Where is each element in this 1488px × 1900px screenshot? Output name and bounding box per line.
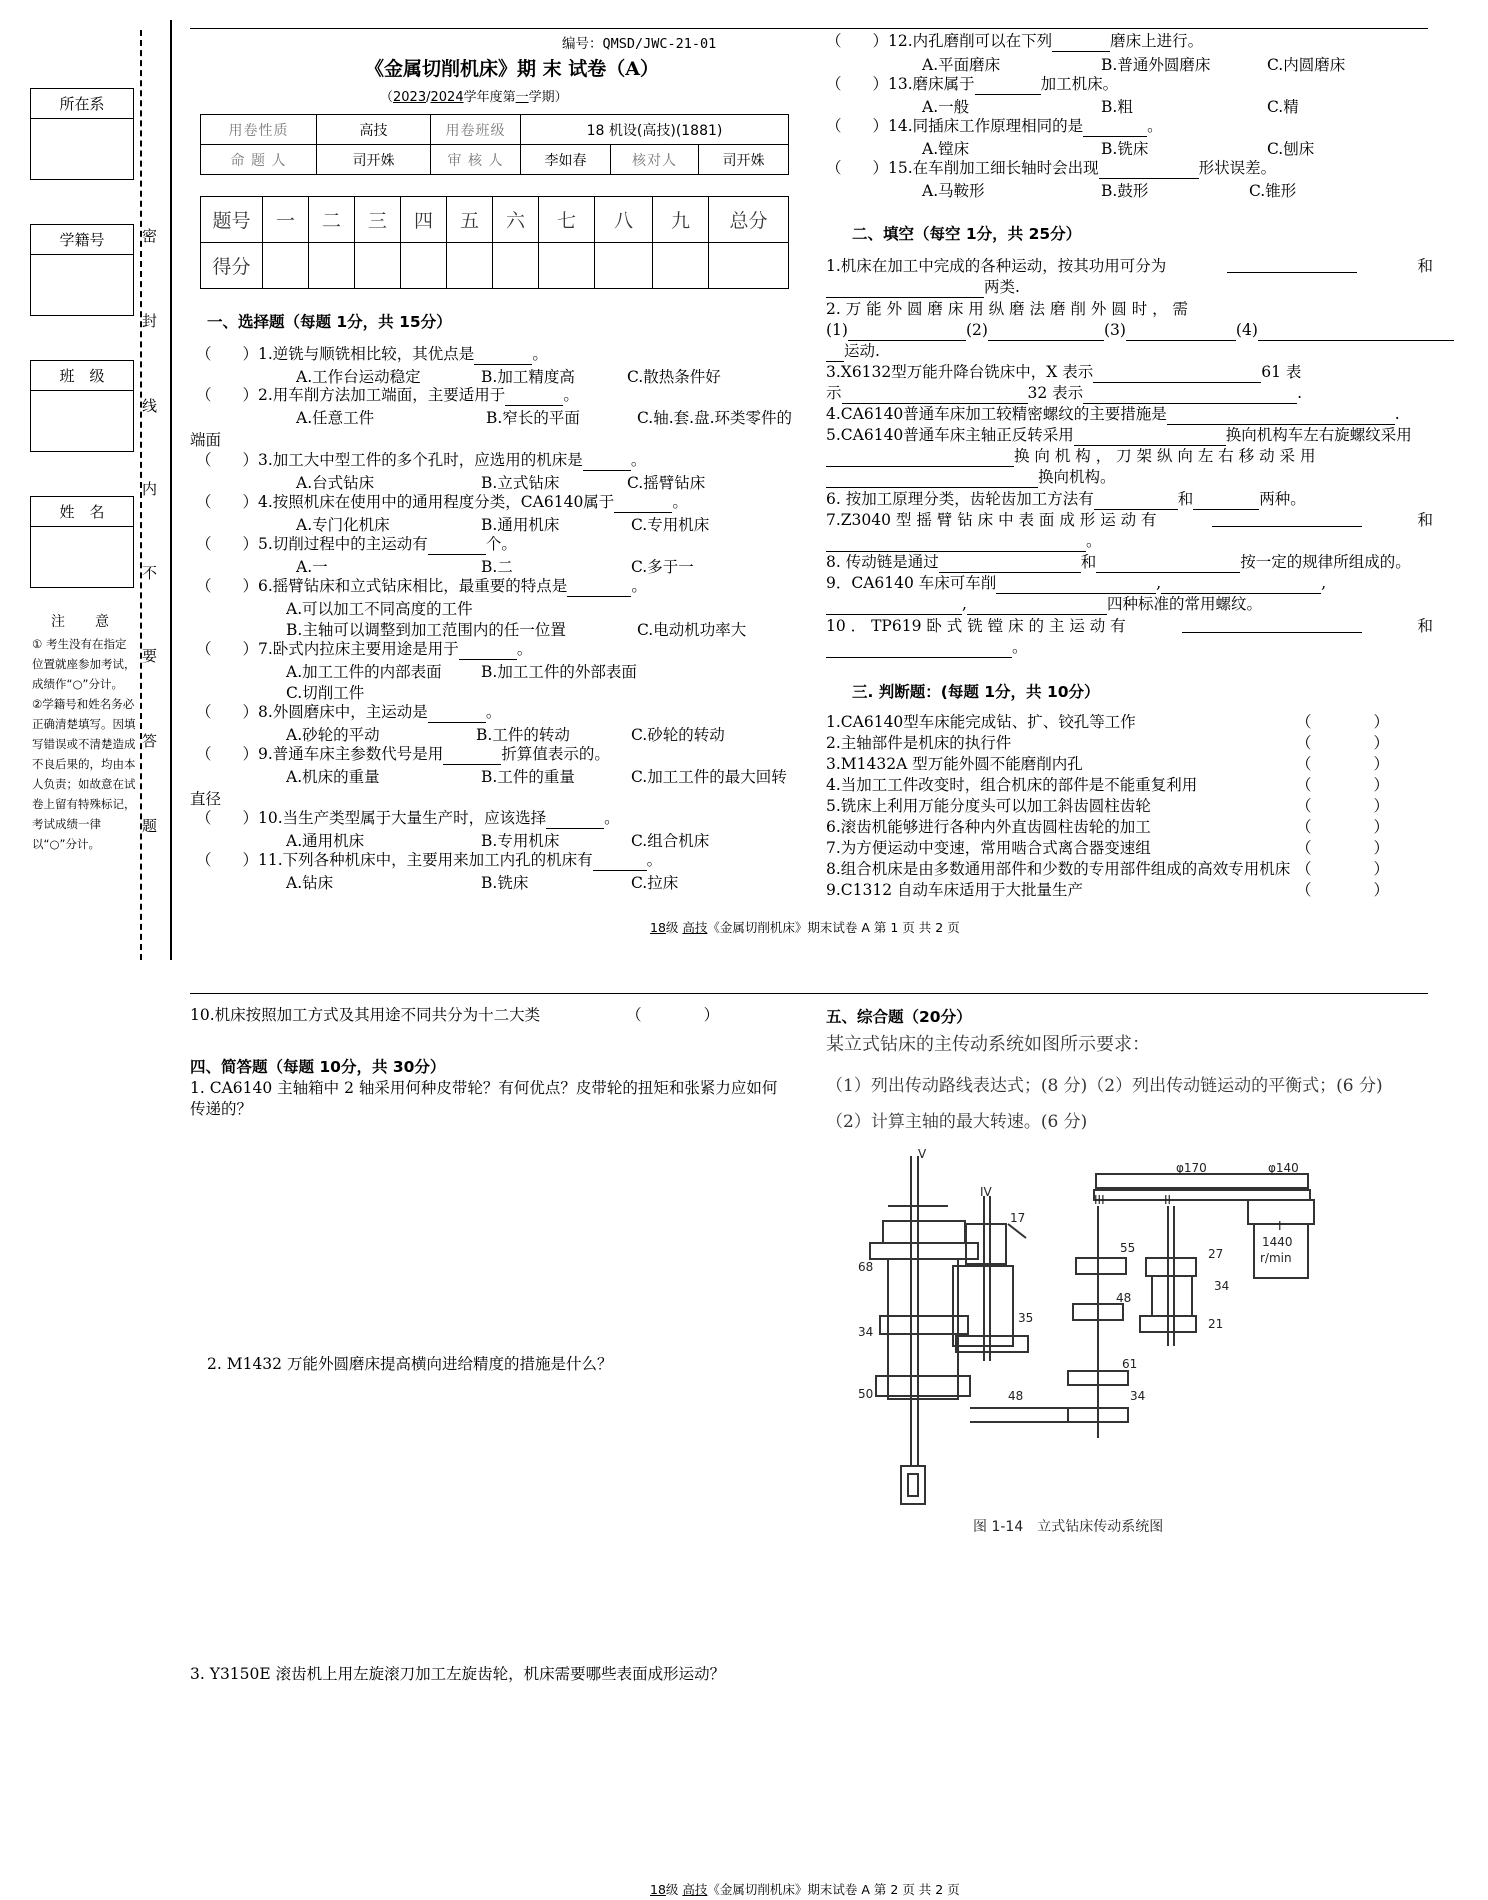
option: B.加工精度高 — [481, 368, 575, 386]
notice-item: ① 考生没有在指定位置就座参加考试，成绩作“○”分计。 — [32, 637, 136, 691]
fill-item: , 四种标准的常用螺纹。 — [826, 594, 1262, 615]
answer-paren[interactable]: （ ） — [1296, 818, 1390, 836]
fill-item: 运动. — [826, 341, 880, 362]
option: C.专用机床 — [631, 516, 710, 534]
question: （ ）13.磨床属于 加工机床。 — [826, 75, 1119, 93]
seal-char: 答 — [142, 732, 158, 750]
fill-item: 换 向 机 构 ， 刀 架 纵 向 左 右 移 动 采 用 — [826, 446, 1315, 467]
section1-title: 一、选择题（每题 1分，共 15分） — [207, 313, 452, 331]
score-cell[interactable] — [447, 243, 493, 289]
score-cell[interactable] — [309, 243, 355, 289]
option: C.精 — [1267, 98, 1299, 116]
shaft-label: I — [1278, 1219, 1282, 1233]
binding-solid-line — [170, 20, 172, 960]
answer-paren[interactable]: （ ） — [1296, 713, 1390, 731]
gear-label: 35 — [1018, 1311, 1034, 1325]
option: C.散热条件好 — [627, 368, 721, 386]
section5-title: 五、综合题（20分） — [826, 1008, 972, 1026]
judge-item: 7.为方便运动中变速，常用啮合式离合器变速组 （ ） — [826, 839, 1390, 857]
fill-item: 9．CA6140 车床可车削 , , — [826, 574, 1327, 592]
option: B.粗 — [1101, 98, 1133, 116]
gear-label: 21 — [1208, 1317, 1224, 1331]
shaft-label: IV — [980, 1185, 992, 1199]
gear-label: 55 — [1120, 1241, 1136, 1255]
score-cell[interactable] — [401, 243, 447, 289]
option: B.立式钻床 — [481, 474, 560, 492]
fill-item: 换向机构。 — [826, 467, 1116, 488]
doc-code: 编号：QMSD/JWC-21-01 — [562, 36, 717, 52]
section3-title: 三. 判断题：(每题 1分，共 10分） — [852, 683, 1100, 701]
score-header: 三 — [355, 197, 401, 243]
fill-item: 1.机床在加工中完成的各种运动，按其功用可分为 和 — [826, 257, 1433, 275]
question: （ ）15.在车削加工细长轴时会出现 形状误差。 — [826, 159, 1277, 177]
score-cell[interactable] — [595, 243, 653, 289]
short-answer-q1-cont: 传递的？ — [190, 1100, 253, 1118]
score-header: 总分 — [709, 197, 789, 243]
gear-label: 27 — [1208, 1247, 1224, 1261]
gear-label: 48 — [1116, 1291, 1132, 1305]
option: B.工件的重量 — [481, 768, 575, 786]
top-rule — [190, 28, 1428, 29]
info-value: 高技 — [317, 115, 431, 145]
option: B.铣床 — [481, 874, 529, 892]
option: A.通用机床 — [286, 832, 365, 850]
option: C.轴.套.盘.环类零件的 — [637, 409, 793, 427]
score-cell[interactable] — [539, 243, 595, 289]
question: （ ）10.当生产类型属于大量生产时，应该选择 。 — [196, 809, 620, 827]
question: （ ）1.逆铣与顺铣相比较，其优点是 。 — [196, 345, 548, 363]
gear-label: 34 — [1130, 1389, 1146, 1403]
section4-title: 四、简答题（每题 10分，共 30分） — [190, 1058, 446, 1076]
motor-unit: r/min — [1260, 1251, 1292, 1265]
exam-title: 《金属切削机床》期 末 试卷（A） — [365, 58, 659, 80]
info-value: 司开姝 — [317, 145, 431, 175]
judge-item: 8.组合机床是由多数通用部件和少数的专用部件组成的高效专用机床 （ ） — [826, 860, 1390, 878]
option: B.鼓形 — [1101, 182, 1149, 200]
year-end: 2024 — [430, 90, 464, 105]
option: C.切削工件 — [286, 684, 365, 702]
score-header: 四 — [401, 197, 447, 243]
section5-req: （2）计算主轴的最大转速。(6 分) — [826, 1112, 1088, 1132]
question: （ ）12.内孔磨削可以在下列 磨床上进行。 — [826, 32, 1204, 50]
option: C.加工工件的最大回转 — [631, 768, 787, 786]
answer-paren[interactable]: （ ） — [1296, 881, 1390, 899]
score-cell[interactable] — [709, 243, 789, 289]
question: （ ）11.下列各种机床中，主要用来加工内孔的机床有 。 — [196, 851, 663, 869]
judge-item: 2.主轴部件是机床的执行件 （ ） — [826, 734, 1390, 752]
score-cell[interactable] — [355, 243, 401, 289]
shaft-label: III — [1094, 1193, 1105, 1207]
judge-item: 3.M1432A 型万能外圆不能磨削内孔 （ ） — [826, 755, 1390, 773]
fill-item: 5.CA6140普通车床主轴正反转采用 换向机构车左右旋螺纹采用 — [826, 426, 1412, 444]
fill-item: 。 — [826, 531, 1102, 552]
gear-label: 17 — [1010, 1211, 1026, 1225]
answer-paren[interactable]: （ ） — [1296, 797, 1390, 815]
notice-item: ②学籍号和姓名务必正确清楚填写。因填写错误或不清楚造成不良后果的，均由本人负责；如故意在试卷上留有特殊标记，考试成绩一律以“○”分计。 — [32, 697, 136, 851]
question: （ ）9.普通车床主参数代号是用 折算值表示的。 — [196, 745, 610, 763]
score-header: 一 — [263, 197, 309, 243]
binding-dashed-line — [140, 30, 142, 960]
gear-label: 34 — [1214, 1279, 1230, 1293]
answer-paren[interactable]: （ ） — [1296, 839, 1390, 857]
option: C.锥形 — [1249, 182, 1297, 200]
option: A.一 — [296, 558, 328, 576]
info-value: 18 机设(高技)(1881) — [521, 115, 789, 145]
seal-char: 密 — [142, 227, 158, 245]
answer-paren[interactable]: （ ） — [1296, 755, 1390, 773]
option: C.刨床 — [1267, 140, 1315, 158]
option: B.通用机床 — [481, 516, 560, 534]
option: C.砂轮的转动 — [631, 726, 725, 744]
gear-label: 68 — [858, 1260, 874, 1274]
gear-label: 50 — [858, 1387, 874, 1401]
score-header: 五 — [447, 197, 493, 243]
info-value: 司开姝 — [699, 145, 789, 175]
option-cont: 端面 — [190, 431, 222, 449]
term: 一 — [515, 90, 529, 105]
year-start: 2023 — [393, 90, 427, 105]
fill-item: 7.Z3040 型 摇 臂 钻 床 中 表 面 成 形 运 动 有 和 — [826, 511, 1433, 529]
name-box — [30, 496, 134, 588]
class-label: 班 级 — [31, 361, 133, 391]
score-cell[interactable] — [653, 243, 709, 289]
gear-label: 34 — [858, 1325, 874, 1339]
question: （ ）5.切削过程中的主运动有 个。 — [196, 535, 517, 553]
option: B.普通外圆磨床 — [1101, 56, 1211, 74]
notice-title: 注 意 — [51, 614, 117, 630]
answer-paren[interactable]: （ ） — [1296, 734, 1390, 752]
option: B.窄长的平面 — [486, 409, 580, 427]
seal-char: 线 — [142, 397, 158, 415]
judge-item: 6.滚齿机能够进行各种内外直齿圆柱齿轮的加工 （ ） — [826, 818, 1390, 836]
section5-req: （1）列出传动路线表达式；(8 分)（2）列出传动链运动的平衡式；(6 分) — [826, 1076, 1383, 1096]
option: A.一般 — [922, 98, 970, 116]
question: （ ）4.按照机床在使用中的通用程度分类，CA6140属于 。 — [196, 493, 688, 511]
score-header: 题号 — [201, 197, 263, 243]
question: （ ）14.同插床工作原理相同的是 。 — [826, 117, 1163, 135]
option: A.专门化机床 — [296, 516, 390, 534]
score-cell[interactable] — [263, 243, 309, 289]
option: B.工件的转动 — [476, 726, 570, 744]
score-table — [200, 196, 789, 289]
student-id-label: 学籍号 — [31, 225, 133, 255]
option: A.镗床 — [922, 140, 970, 158]
judge-item: 5.铣床上利用万能分度头可以加工斜齿圆柱齿轮 （ ） — [826, 797, 1390, 815]
fill-item: 4.CA6140普通车床加工较精密螺纹的主要措施是 . — [826, 405, 1400, 423]
score-header: 九 — [653, 197, 709, 243]
pulley-label: φ170 — [1176, 1161, 1207, 1175]
diagram-caption: 图 1-14 立式钻床传动系统图 — [973, 1519, 1164, 1534]
option: C.摇臂钻床 — [627, 474, 706, 492]
name-label: 姓 名 — [31, 497, 133, 527]
option: C.电动机功率大 — [637, 621, 747, 639]
seal-char: 要 — [142, 647, 158, 665]
gear-label: 61 — [1122, 1357, 1138, 1371]
info-value: 李如春 — [521, 145, 611, 175]
section5-intro: 某立式钻床的主传动系统如图所示要求： — [826, 1034, 1150, 1055]
option: A.任意工件 — [296, 409, 375, 427]
question: （ ）3.加工大中型工件的多个孔时，应选用的机床是 。 — [196, 451, 647, 469]
info-label: 命 题 人 — [201, 145, 317, 175]
shaft-label: II — [1164, 1193, 1172, 1207]
question: （ ）6.摇臂钻床和立式钻床相比，最重要的特点是 。 — [196, 577, 647, 595]
section2-title: 二、填空（每空 1分，共 25分） — [852, 225, 1082, 243]
answer-paren[interactable]: （ ） — [1296, 860, 1390, 878]
motor-speed: 1440 — [1262, 1235, 1293, 1249]
short-answer-q2: 2. M1432 万能外圆磨床提高横向进给精度的措施是什么？ — [207, 1355, 613, 1373]
score-header: 七 — [539, 197, 595, 243]
seal-char: 封 — [142, 312, 158, 330]
option: A.平面磨床 — [922, 56, 1001, 74]
dept-box — [30, 88, 134, 180]
info-label: 核对人 — [611, 145, 699, 175]
option: A.马鞍形 — [922, 182, 985, 200]
gear-label: 48 — [1008, 1389, 1024, 1403]
option: B.二 — [481, 558, 513, 576]
option: A.砂轮的平动 — [286, 726, 380, 744]
option: C.组合机床 — [631, 832, 710, 850]
fill-item: 2. 万 能 外 圆 磨 床 用 纵 磨 法 磨 削 外 圆 时 ， 需 — [826, 300, 1189, 318]
academic-year: （2023/2024学年度第一学期） — [380, 90, 568, 105]
drill-transmission-diagram — [858, 1146, 1388, 1534]
fill-item: 3.X6132型万能升降台铣床中，X 表示 61 表 — [826, 363, 1302, 381]
info-label: 用卷性质 — [201, 115, 317, 145]
score-cell[interactable] — [493, 243, 539, 289]
page-footer: 18级 高技《金属切削机床》期末试卷 A 第 2 页 共 2 页 — [650, 1882, 960, 1897]
seal-char: 不 — [142, 564, 158, 582]
fill-item: 两类. — [826, 277, 1020, 298]
question: （ ）2.用车削方法加工端面，主要适用于 。 — [196, 386, 579, 404]
option: A.钻床 — [286, 874, 334, 892]
score-header: 二 — [309, 197, 355, 243]
page2-rule — [190, 993, 1428, 994]
judge-item: 9.C1312 自动车床适用于大批量生产 （ ） — [826, 881, 1390, 899]
option: B.加工工件的外部表面 — [481, 663, 637, 681]
option: A.工作台运动稳定 — [296, 368, 421, 386]
question: （ ）7.卧式内拉床主要用途是用于 。 — [196, 640, 533, 658]
notice — [32, 612, 136, 854]
seal-char: 内 — [142, 480, 158, 498]
short-answer-q1: 1. CA6140 主轴箱中 2 轴采用何种皮带轮？有何优点？皮带轮的扭矩和张紧力应如何 — [190, 1079, 778, 1097]
option: B.主轴可以调整到加工范围内的任一位置 — [286, 621, 566, 639]
option: A.台式钻床 — [296, 474, 375, 492]
option: B.铣床 — [1101, 140, 1149, 158]
class-box — [30, 360, 134, 452]
option: C.内圆磨床 — [1267, 56, 1346, 74]
student-id-box — [30, 224, 134, 316]
exam-info-table — [200, 114, 789, 175]
score-header: 八 — [595, 197, 653, 243]
fill-item: 示 32 表示 . — [826, 384, 1303, 402]
seal-char: 题 — [142, 817, 158, 835]
fill-item: (1) (2) (3) (4) — [826, 320, 1454, 341]
page-footer: 18级 高技《金属切削机床》期末试卷 A 第 1 页 共 2 页 — [650, 920, 960, 935]
option: B.专用机床 — [481, 832, 560, 850]
option-cont: 直径 — [190, 790, 222, 808]
answer-paren[interactable]: （ ） — [1296, 776, 1390, 794]
option: C.多于一 — [631, 558, 694, 576]
option: C.拉床 — [631, 874, 679, 892]
fill-item: 8. 传动链是通过 和 按一定的规律所组成的。 — [826, 553, 1411, 571]
fill-item: 6. 按加工原理分类，齿轮齿加工方法有 和 两种。 — [826, 490, 1306, 508]
shaft-label: V — [918, 1147, 927, 1161]
judge-item: 10.机床按照加工方式及其用途不同共分为十二大类 （ ） — [190, 1006, 720, 1024]
score-row-label: 得分 — [201, 243, 263, 289]
info-label: 审 核 人 — [431, 145, 521, 175]
dept-label: 所在系 — [31, 89, 133, 119]
option: A.机床的重量 — [286, 768, 380, 786]
info-label: 用卷班级 — [431, 115, 521, 145]
question: （ ）8.外圆磨床中，主运动是 。 — [196, 703, 502, 721]
pulley-label: φ140 — [1268, 1161, 1299, 1175]
option: A.可以加工不同高度的工件 — [286, 600, 473, 618]
judge-item: 4.当加工工件改变时，组合机床的部件是不能重复利用 （ ） — [826, 776, 1390, 794]
judge-item: 1.CA6140型车床能完成钻、扩、铰孔等工作 （ ） — [826, 713, 1390, 731]
short-answer-q3: 3. Y3150E 滚齿机上用左旋滚刀加工左旋齿轮，机床需要哪些表面成形运动？ — [190, 1665, 726, 1683]
option: A.加工工件的内部表面 — [286, 663, 442, 681]
score-header: 六 — [493, 197, 539, 243]
fill-item: 。 — [826, 637, 1028, 658]
fill-item: 10 ． TP619 卧 式 铣 镗 床 的 主 运 动 有 和 — [826, 617, 1433, 635]
